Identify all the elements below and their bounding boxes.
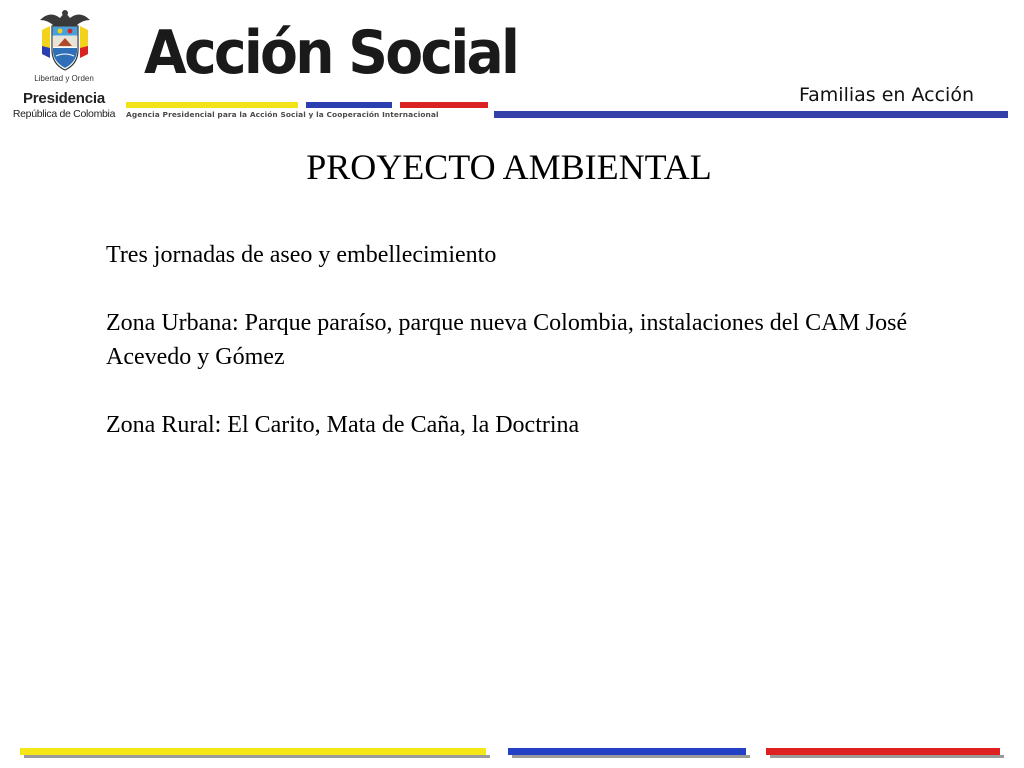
slide-header [0, 0, 1024, 130]
paragraph-zona-rural: Zona Rural: El Carito, Mata de Caña, la Doctrina [106, 412, 580, 438]
program-name: Familias en Acción [798, 84, 974, 106]
logo-bar-yellow [126, 102, 298, 108]
slide-content [106, 238, 946, 476]
footer-bar-yellow [20, 748, 486, 755]
presidencia-title: Presidencia [22, 90, 105, 107]
presidencia-logo [6, 6, 122, 124]
agency-name: Agencia Presidencial para la Acción Social y la Cooperación Internacional [126, 110, 439, 119]
slide-title: PROYECTO AMBIENTAL [306, 147, 712, 187]
footer-bar-blue [508, 748, 746, 755]
accion-social-wordmark: Acción Social [144, 18, 518, 88]
footer-bar-shadow [512, 755, 750, 758]
logo-bar-blue [306, 102, 392, 108]
footer-bar-shadow [24, 755, 490, 758]
paragraph-zona-urbana: Zona Urbana: Parque paraíso, parque nueva Colombia, instalaciones del CAM José Acevedo y Gómez [106, 310, 908, 370]
accion-social-logo [124, 12, 518, 124]
colombia-coat-of-arms-icon [36, 6, 94, 74]
header-divider [494, 111, 1008, 118]
footer-bar-shadow [770, 755, 1004, 758]
logo-bar-red [400, 102, 488, 108]
presidencia-motto: Libertad y Orden [34, 74, 94, 83]
paragraph-jornadas: Tres jornadas de aseo y embellecimiento [106, 242, 497, 268]
presidencia-subtitle: República de Colombia [12, 108, 116, 120]
footer-bar-red [766, 748, 1000, 755]
